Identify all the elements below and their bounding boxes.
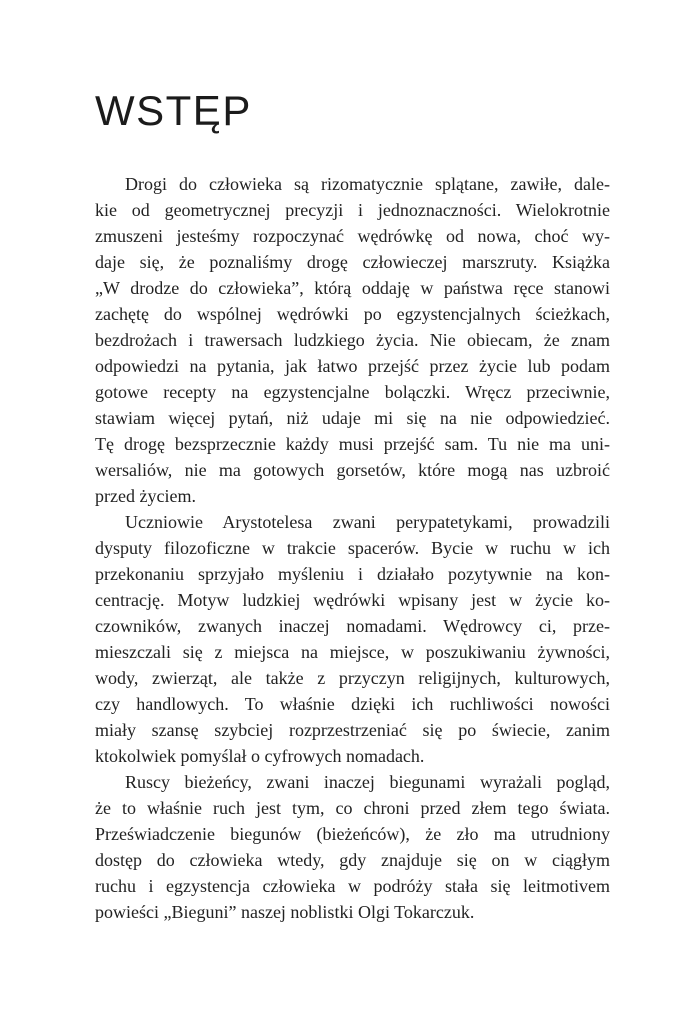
text-line: miały szansę szybciej rozprzestrzeniać się po świecie, zanim bbox=[95, 720, 610, 741]
text-line: bezdrożach i trawersach ludzkiego życia. Nie obiecam, że znam bbox=[95, 330, 610, 351]
text-line: Drogi do człowieka są rizomatycznie splątane, zawiłe, dale- bbox=[125, 174, 610, 195]
text-line: dostęp do człowieka wtedy, gdy znajduje się on w ciągłym bbox=[95, 850, 610, 871]
text-line: wersaliów, nie ma gotowych gorsetów, które mogą nas uzbroić bbox=[95, 460, 610, 481]
text-line: ktokolwiek pomyślał o cyfrowych nomadach. bbox=[95, 746, 425, 767]
text-line: „W drodze do człowieka”, którą oddaję w państwa ręce stanowi bbox=[95, 278, 610, 299]
text-line: stawiam więcej pytań, niż udaje mi się na nie odpowiedzieć. bbox=[95, 408, 610, 429]
text-line: Przeświadczenie biegunów (bieżeńców), że zło ma utrudniony bbox=[95, 824, 610, 845]
text-line: centrację. Motyw ludzkiej wędrówki wpisany jest w życie ko- bbox=[95, 590, 610, 611]
text-line: gotowe recepty na egzystencjalne bolączki. Wręcz przeciwnie, bbox=[95, 382, 610, 403]
chapter-title: WSTĘP bbox=[95, 87, 252, 134]
text-line: mieszczali się z miejsca na miejsce, w poszukiwaniu żywności, bbox=[95, 642, 610, 663]
text-line: daje się, że poznaliśmy drogę człowieczej marszruty. Książka bbox=[95, 252, 610, 273]
paragraph bbox=[95, 171, 610, 509]
text-line: Ruscy bieżeńcy, zwani inaczej biegunami wyrażali pogląd, bbox=[125, 772, 610, 793]
text-line: kie od geometrycznej precyzji i jednoznaczności. Wielokrotnie bbox=[95, 200, 610, 221]
text-line: Tę drogę bezsprzecznie każdy musi przejść sam. Tu nie ma uni- bbox=[95, 434, 610, 455]
text-line: przed życiem. bbox=[95, 486, 196, 507]
text-line: wody, zwierząt, ale także z przyczyn religijnych, kulturowych, bbox=[95, 668, 610, 689]
text-line: zmuszeni jesteśmy rozpoczynać wędrówkę od nowa, choć wy- bbox=[95, 226, 610, 247]
text-line: powieści „Bieguni” naszej noblistki Olgi Tokarczuk. bbox=[95, 902, 475, 923]
text-line: zachętę do wspólnej wędrówki po egzystencjalnych ścieżkach, bbox=[95, 304, 610, 325]
text-line: dysputy filozoficzne w trakcie spacerów. Bycie w ruchu w ich bbox=[95, 538, 610, 559]
paragraph bbox=[95, 509, 610, 769]
text-line: Uczniowie Arystotelesa zwani perypatetykami, prowadzili bbox=[125, 512, 610, 533]
text-line: czowników, zwanych inaczej nomadami. Wędrowcy ci, prze- bbox=[95, 616, 610, 637]
text-line: czy handlowych. To właśnie dzięki ich ruchliwości nowości bbox=[95, 694, 610, 715]
paragraph bbox=[95, 769, 610, 925]
text-line: że to właśnie ruch jest tym, co chroni przed złem tego świata. bbox=[95, 798, 610, 819]
text-line: przekonaniu sprzyjało myśleniu i działało pozytywnie na kon- bbox=[95, 564, 610, 585]
text-line: ruchu i egzystencja człowieka w podróży stała się leitmotivem bbox=[95, 876, 610, 897]
text-line: odpowiedzi na pytania, jak łatwo przejść przez życie lub podam bbox=[95, 356, 610, 377]
body-text bbox=[95, 171, 610, 925]
